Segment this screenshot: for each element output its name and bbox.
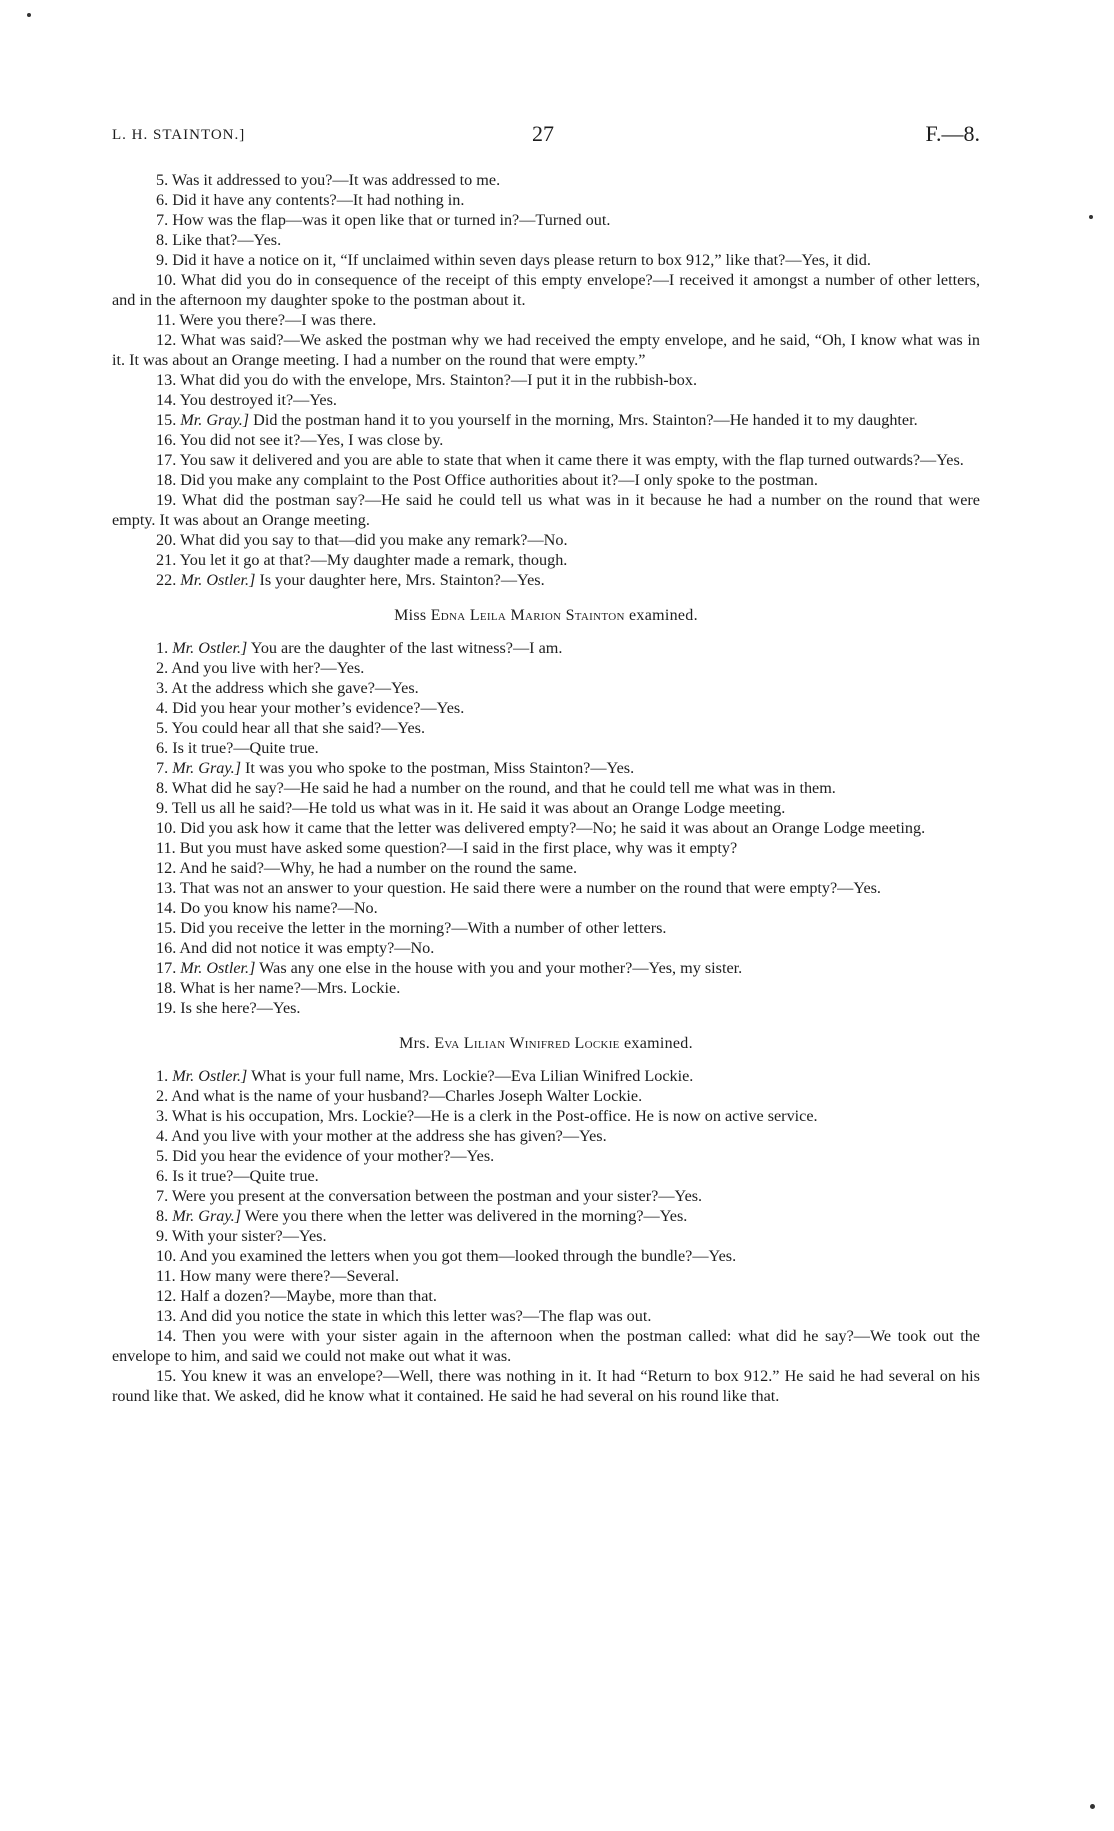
question-number: 19. bbox=[156, 999, 177, 1017]
question-number: 20. bbox=[156, 531, 177, 549]
question-answer bbox=[112, 1286, 980, 1306]
testimony-stainton bbox=[112, 170, 980, 590]
question-answer bbox=[112, 170, 980, 190]
question-text: And did you notice the state in which this letter was?—The flap was out. bbox=[179, 1307, 652, 1325]
question-text: And you live with her?—Yes. bbox=[171, 659, 365, 677]
question-text: You could hear all that she said?—Yes. bbox=[171, 719, 426, 737]
question-text: What is his occupation, Mrs. Lockie?—He is a clerk in the Post-office. He is now on active service. bbox=[171, 1107, 818, 1125]
question-text: What did you do with the envelope, Mrs. Stainton?—I put it in the rubbish-box. bbox=[180, 371, 698, 389]
question-number: 2. bbox=[156, 659, 169, 677]
question-text: With your sister?—Yes. bbox=[171, 1227, 327, 1245]
question-text: Is your daughter here, Mrs. Stainton?—Yes. bbox=[259, 571, 545, 589]
question-number: 13. bbox=[156, 371, 177, 389]
question-answer bbox=[112, 1266, 980, 1286]
question-answer bbox=[112, 678, 980, 698]
question-text: You destroyed it?—Yes. bbox=[179, 391, 337, 409]
page-header bbox=[112, 121, 980, 153]
question-text: Was it addressed to you?—It was addressed to me. bbox=[171, 171, 501, 189]
speaker-name: Mr. Gray.] bbox=[172, 1207, 241, 1225]
question-number: 14. bbox=[156, 899, 177, 917]
witness-name: Edna Leila Marion Stainton bbox=[430, 607, 625, 624]
speaker-name: Mr. Gray.] bbox=[172, 759, 241, 777]
question-answer bbox=[112, 818, 980, 838]
question-answer bbox=[112, 450, 980, 470]
question-text: That was not an answer to your question. He said there were a number on the round that were empty?—Yes. bbox=[180, 879, 881, 897]
section-heading-edna-stainton bbox=[112, 606, 980, 626]
question-text: And he said?—Why, he had a number on the round the same. bbox=[179, 859, 578, 877]
speaker-name: Mr. Ostler.] bbox=[172, 1067, 248, 1085]
question-number: 4. bbox=[156, 699, 169, 717]
question-text: Like that?—Yes. bbox=[172, 231, 282, 249]
question-answer bbox=[112, 798, 980, 818]
question-number: 14. bbox=[156, 391, 177, 409]
question-answer bbox=[112, 410, 980, 430]
testimony-edna-stainton bbox=[112, 638, 980, 1018]
witness-name: Eva Lilian Winifred Lockie bbox=[434, 1035, 620, 1052]
question-text: Did you receive the letter in the morning?—With a number of other letters. bbox=[180, 919, 667, 937]
question-answer bbox=[112, 1146, 980, 1166]
question-number: 2. bbox=[156, 1087, 169, 1105]
section-heading-eva-lockie bbox=[112, 1034, 980, 1054]
question-answer bbox=[112, 958, 980, 978]
question-number: 4. bbox=[156, 1127, 169, 1145]
speaker-name: Mr. Ostler.] bbox=[180, 571, 256, 589]
question-answer bbox=[112, 718, 980, 738]
question-text: How many were there?—Several. bbox=[179, 1267, 400, 1285]
question-number: 13. bbox=[156, 879, 177, 897]
question-answer bbox=[112, 490, 980, 530]
question-number: 16. bbox=[156, 431, 177, 449]
question-number: 8. bbox=[156, 779, 169, 797]
scan-mark-bottom bbox=[1090, 1804, 1095, 1809]
question-text: What is your full name, Mrs. Lockie?—Eva Lilian Winifred Lockie. bbox=[251, 1067, 694, 1085]
question-number: 13. bbox=[156, 1307, 177, 1325]
question-text: And you live with your mother at the address she has given?—Yes. bbox=[171, 1127, 607, 1145]
question-number: 1. bbox=[156, 1067, 169, 1085]
question-number: 12. bbox=[156, 331, 177, 349]
question-answer bbox=[112, 1366, 980, 1406]
question-text: Were you there?—I was there. bbox=[179, 311, 377, 329]
question-text: Did the postman hand it to you yourself in the morning, Mrs. Stainton?—He handed it to my daughter. bbox=[253, 411, 918, 429]
question-number: 9. bbox=[156, 799, 169, 817]
question-text: Tell us all he said?—He told us what was in it. He said it was about an Orange Lodge meeting. bbox=[171, 799, 786, 817]
question-number: 15. bbox=[156, 1367, 177, 1385]
question-answer bbox=[112, 530, 980, 550]
question-answer bbox=[112, 550, 980, 570]
question-number: 10. bbox=[156, 1247, 177, 1265]
document-body bbox=[112, 170, 980, 1406]
speaker-name: Mr. Gray.] bbox=[180, 411, 250, 429]
question-answer bbox=[112, 330, 980, 370]
question-text: Was any one else in the house with you and your mother?—Yes, my sister. bbox=[259, 959, 743, 977]
question-text: Did you make any complaint to the Post Office authorities about it?—I only spoke to the postman. bbox=[180, 471, 818, 489]
question-number: 18. bbox=[156, 979, 177, 997]
question-answer bbox=[112, 658, 980, 678]
question-number: 5. bbox=[156, 719, 169, 737]
question-answer bbox=[112, 1126, 980, 1146]
question-number: 11. bbox=[156, 311, 176, 329]
question-answer bbox=[112, 638, 980, 658]
question-text: Do you know his name?—No. bbox=[180, 899, 378, 917]
question-number: 9. bbox=[156, 251, 169, 269]
question-answer bbox=[112, 918, 980, 938]
question-text: What did the postman say?—He said he could tell us what was in it because he had a number on the round that were empty. It was about an Orange meeting. bbox=[112, 491, 980, 529]
question-number: 5. bbox=[156, 171, 169, 189]
question-text: And did not notice it was empty?—No. bbox=[179, 939, 435, 957]
heading-prefix: Mrs. bbox=[399, 1035, 431, 1052]
question-answer bbox=[112, 1246, 980, 1266]
question-text: Were you there when the letter was delivered in the morning?—Yes. bbox=[244, 1207, 688, 1225]
question-text: What did you do in consequence of the receipt of this empty envelope?—I received it amongst a number of other letters, and in the afternoon my daughter spoke to the postman about it. bbox=[112, 271, 980, 309]
question-answer bbox=[112, 778, 980, 798]
question-text: And what is the name of your husband?—Charles Joseph Walter Lockie. bbox=[171, 1087, 643, 1105]
question-answer bbox=[112, 1066, 980, 1086]
question-answer bbox=[112, 938, 980, 958]
question-number: 21. bbox=[156, 551, 177, 569]
question-number: 14. bbox=[156, 1327, 177, 1345]
question-answer bbox=[112, 1166, 980, 1186]
question-answer bbox=[112, 1106, 980, 1126]
heading-prefix: Miss bbox=[394, 607, 427, 624]
question-number: 7. bbox=[156, 759, 169, 777]
question-number: 9. bbox=[156, 1227, 169, 1245]
question-number: 3. bbox=[156, 1107, 169, 1125]
question-number: 11. bbox=[156, 839, 176, 857]
question-text: How was the flap—was it open like that or turned in?—Turned out. bbox=[172, 211, 611, 229]
speaker-name: Mr. Ostler.] bbox=[180, 959, 256, 977]
question-answer bbox=[112, 1206, 980, 1226]
question-text: What is her name?—Mrs. Lockie. bbox=[180, 979, 401, 997]
question-answer bbox=[112, 190, 980, 210]
question-text: Did you ask how it came that the letter was delivered empty?—No; he said it was about an Orange Lodge meeting. bbox=[180, 819, 926, 837]
question-number: 6. bbox=[156, 191, 169, 209]
question-answer bbox=[112, 310, 980, 330]
question-answer bbox=[112, 998, 980, 1018]
question-text: You did not see it?—Yes, I was close by. bbox=[179, 431, 444, 449]
header-witness-name: L. H. STAINTON.] bbox=[112, 127, 246, 143]
page-number: 27 bbox=[532, 121, 554, 146]
question-number: 19. bbox=[156, 491, 177, 509]
question-number: 22. bbox=[156, 571, 177, 589]
question-text: Is it true?—Quite true. bbox=[172, 1167, 319, 1185]
question-text: Is it true?—Quite true. bbox=[172, 739, 319, 757]
heading-suffix: examined. bbox=[629, 607, 698, 624]
question-answer bbox=[112, 1226, 980, 1246]
question-answer bbox=[112, 390, 980, 410]
question-number: 18. bbox=[156, 471, 177, 489]
question-text: What did he say?—He said he had a number on the round, and that he could tell me what was in them. bbox=[171, 779, 836, 797]
question-number: 12. bbox=[156, 859, 177, 877]
question-answer bbox=[112, 758, 980, 778]
question-text: At the address which she gave?—Yes. bbox=[171, 679, 419, 697]
question-number: 8. bbox=[156, 1207, 169, 1225]
question-answer bbox=[112, 1186, 980, 1206]
question-text: What was said?—We asked the postman why we had received the empty envelope, and he said, “Oh, I know what was in it. It was about an Orange meeting. I had a number on the round that were empty.” bbox=[112, 331, 980, 369]
question-text: Did you hear your mother’s evidence?—Yes. bbox=[172, 699, 465, 717]
question-number: 17. bbox=[156, 451, 177, 469]
question-number: 17. bbox=[156, 959, 177, 977]
question-text: Half a dozen?—Maybe, more than that. bbox=[180, 1287, 437, 1305]
question-text: It was you who spoke to the postman, Miss Stainton?—Yes. bbox=[245, 759, 635, 777]
question-text: Were you present at the conversation between the postman and your sister?—Yes. bbox=[171, 1187, 703, 1205]
question-number: 3. bbox=[156, 679, 169, 697]
question-answer bbox=[112, 1326, 980, 1366]
question-number: 15. bbox=[156, 919, 177, 937]
question-number: 11. bbox=[156, 1267, 176, 1285]
question-number: 16. bbox=[156, 939, 177, 957]
question-text: You are the daughter of the last witness?—I am. bbox=[250, 639, 563, 657]
question-answer bbox=[112, 978, 980, 998]
question-answer bbox=[112, 838, 980, 858]
question-answer bbox=[112, 250, 980, 270]
question-number: 15. bbox=[156, 411, 177, 429]
question-number: 5. bbox=[156, 1147, 169, 1165]
question-number: 10. bbox=[156, 819, 177, 837]
question-text: You knew it was an envelope?—Well, there was nothing in it. It had “Return to box 912.” He said he had several on his round like that. We asked, did he know what it contained. He said he had several on his round like that. bbox=[112, 1367, 980, 1405]
question-answer bbox=[112, 470, 980, 490]
question-text: Is she here?—Yes. bbox=[180, 999, 301, 1017]
question-number: 6. bbox=[156, 739, 169, 757]
question-answer bbox=[112, 858, 980, 878]
question-answer bbox=[112, 738, 980, 758]
scan-mark-right bbox=[1089, 215, 1093, 219]
question-text: You saw it delivered and you are able to state that when it came there it was empty, with the flap turned outwards?—Yes. bbox=[179, 451, 964, 469]
scan-mark-top bbox=[27, 13, 31, 17]
speaker-name: Mr. Ostler.] bbox=[172, 639, 248, 657]
question-number: 8. bbox=[156, 231, 169, 249]
question-text: Did it have a notice on it, “If unclaimed within seven days please return to box 912,” like that?—Yes, it did. bbox=[172, 251, 871, 269]
question-number: 6. bbox=[156, 1167, 169, 1185]
question-text: And you examined the letters when you got them—looked through the bundle?—Yes. bbox=[179, 1247, 737, 1265]
question-text: What did you say to that—did you make any remark?—No. bbox=[180, 531, 568, 549]
question-answer bbox=[112, 1086, 980, 1106]
document-reference: F.—8. bbox=[925, 121, 980, 146]
question-number: 12. bbox=[156, 1287, 177, 1305]
question-text: But you must have asked some question?—I said in the first place, why was it empty? bbox=[179, 839, 738, 857]
question-answer bbox=[112, 1306, 980, 1326]
question-number: 1. bbox=[156, 639, 169, 657]
question-number: 7. bbox=[156, 1187, 169, 1205]
question-answer bbox=[112, 230, 980, 250]
question-text: Did it have any contents?—It had nothing in. bbox=[172, 191, 465, 209]
question-text: Did you hear the evidence of your mother?—Yes. bbox=[172, 1147, 495, 1165]
question-text: You let it go at that?—My daughter made a remark, though. bbox=[179, 551, 568, 569]
question-answer bbox=[112, 270, 980, 310]
testimony-eva-lockie bbox=[112, 1066, 980, 1406]
question-answer bbox=[112, 210, 980, 230]
question-answer bbox=[112, 370, 980, 390]
question-answer bbox=[112, 898, 980, 918]
question-answer bbox=[112, 698, 980, 718]
question-number: 7. bbox=[156, 211, 169, 229]
question-answer bbox=[112, 430, 980, 450]
heading-suffix: examined. bbox=[624, 1035, 693, 1052]
question-number: 10. bbox=[156, 271, 177, 289]
question-answer bbox=[112, 570, 980, 590]
question-text: Then you were with your sister again in the afternoon when the postman called: what did he say?—We took out the envelope to him, and said we could not make out what it was. bbox=[112, 1327, 980, 1365]
question-answer bbox=[112, 878, 980, 898]
